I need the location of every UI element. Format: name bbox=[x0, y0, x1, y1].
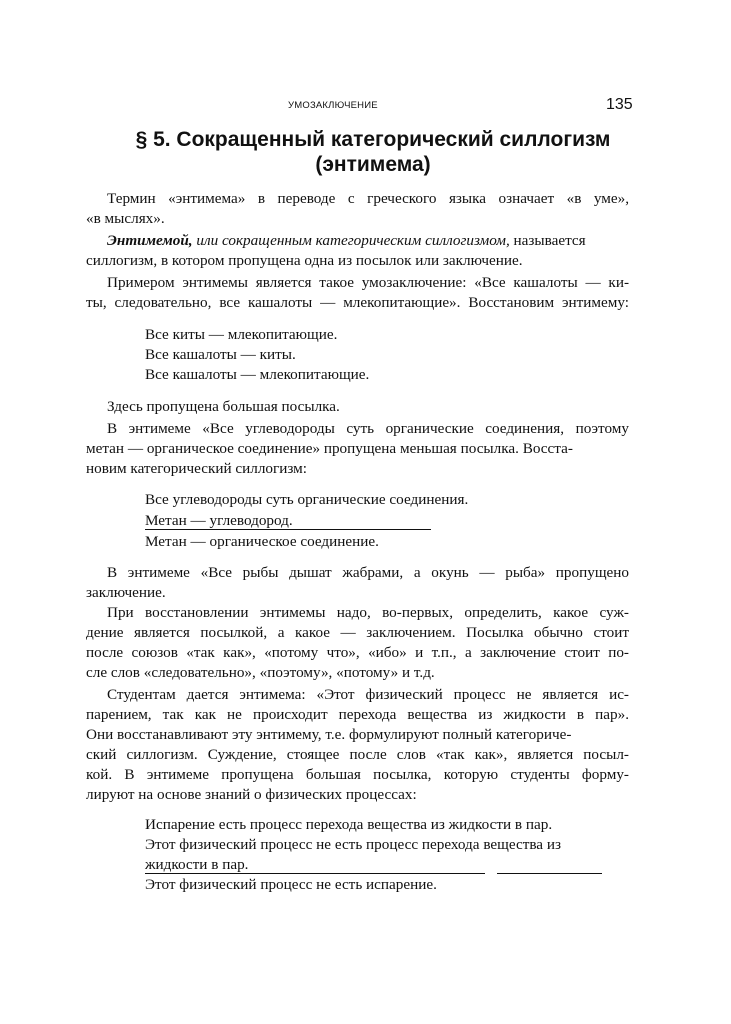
syllogism-underline bbox=[145, 873, 485, 874]
paragraph-line: Они восстанавливают эту энтимему, т.е. формулируют полный категориче- bbox=[86, 726, 572, 743]
paragraph-line: Примером энтимемы является такое умозаключение: «Все кашалоты — ки- bbox=[107, 274, 629, 291]
syllogism-line: Все углеводороды суть органические соединения. bbox=[145, 491, 469, 508]
definition-line bbox=[107, 232, 586, 250]
paragraph-line: парением, так как не происходит перехода вещества из жидкости в пар». bbox=[86, 706, 629, 723]
syllogism-line: Все кашалоты — млекопитающие. bbox=[145, 366, 370, 383]
syllogism-line: Испарение есть процесс перехода вещества из жидкости в пар. bbox=[145, 816, 553, 833]
syllogism-line: Все кашалоты — киты. bbox=[145, 346, 296, 363]
syllogism-underline bbox=[497, 873, 602, 874]
paragraph-line: метан — органическое соединение» пропущена меньшая посылка. Восста- bbox=[86, 440, 573, 457]
paragraph-line: «в мыслях». bbox=[86, 210, 165, 227]
section-title-line-2: (энтимема) bbox=[315, 153, 431, 176]
paragraph-line: ты, следовательно, все кашалоты — млекопитающие». Восстановим энтимему: bbox=[86, 294, 629, 311]
paragraph-line: новим категорический силлогизм: bbox=[86, 460, 307, 477]
running-title: УМОЗАКЛЮЧЕНИЕ bbox=[288, 100, 378, 111]
definition-italic: или сокращенным категорическим силлогизмом, bbox=[192, 232, 510, 249]
syllogism-underline bbox=[145, 529, 431, 530]
section-title-line-1: § 5. Сокращенный категорический силлогизм bbox=[135, 128, 611, 151]
paragraph-line: сле слов «следовательно», «поэтому», «потому» и т.д. bbox=[86, 664, 435, 681]
paragraph-line: Здесь пропущена большая посылка. bbox=[107, 398, 340, 415]
paragraph-line: Термин «энтимема» в переводе с греческого языка означает «в уме», bbox=[107, 190, 629, 207]
paragraph-line: силлогизм, в котором пропущена одна из посылок или заключение. bbox=[86, 252, 523, 269]
paragraph-line: кой. В энтимеме пропущена большая посылка, которую студенты форму- bbox=[86, 766, 629, 783]
paragraph-line: В энтимеме «Все углеводороды суть органические соединения, поэтому bbox=[107, 420, 629, 437]
paragraph-line: после союзов «так как», «потому что», «ибо» и т.п., а заключение стоит по- bbox=[86, 644, 629, 661]
syllogism-line: Метан — углеводород. bbox=[145, 512, 293, 529]
term-enthymeme: Энтимемой, bbox=[107, 232, 193, 249]
paragraph-line: лируют на основе знаний о физических процессах: bbox=[86, 786, 417, 803]
paragraph-line: В энтимеме «Все рыбы дышат жабрами, а окунь — рыба» пропущено bbox=[107, 564, 629, 581]
paragraph-line: дение является посылкой, а какое — заключением. Посылка обычно стоит bbox=[86, 624, 629, 641]
paragraph-line: При восстановлении энтимемы надо, во-первых, определить, какое суж- bbox=[107, 604, 629, 621]
syllogism-line: жидкости в пар. bbox=[145, 856, 249, 873]
paragraph-line: ский силлогизм. Суждение, стоящее после слов «так как», является посыл- bbox=[86, 746, 629, 763]
syllogism-line: Этот физический процесс не есть испарение. bbox=[145, 876, 437, 893]
paragraph-line: Студентам дается энтимема: «Этот физический процесс не является ис- bbox=[107, 686, 629, 703]
definition-rest: называется bbox=[509, 232, 586, 249]
page-number: 135 bbox=[606, 96, 633, 113]
syllogism-line: Этот физический процесс не есть процесс перехода вещества из bbox=[145, 836, 561, 853]
paragraph-line: заключение. bbox=[86, 584, 166, 601]
syllogism-line: Все киты — млекопитающие. bbox=[145, 326, 338, 343]
syllogism-line: Метан — органическое соединение. bbox=[145, 533, 379, 550]
